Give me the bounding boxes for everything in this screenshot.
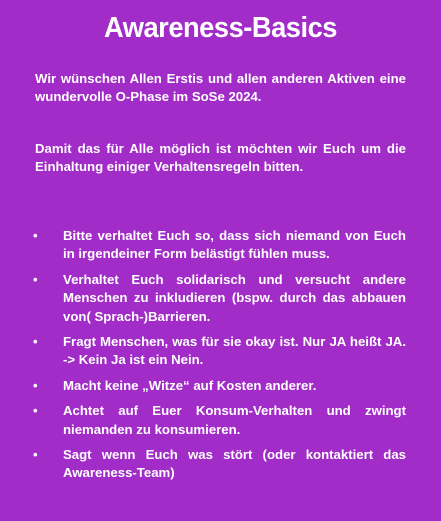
rule-item — [0, 446, 441, 483]
rule-item — [0, 227, 441, 264]
bullet-icon: • — [33, 403, 38, 419]
rule-item — [0, 402, 441, 439]
slide-title: Awareness-Basics — [104, 12, 337, 44]
rule-item — [0, 271, 441, 326]
rule-text: Achtet auf Euer Konsum-Verhalten und zwingt niemanden zu konsumieren. — [63, 403, 406, 437]
rule-text: Verhaltet Euch solidarisch und versucht andere Menschen zu inkludieren (bspw. durch das abbauen von( Sprach-)Barrieren. — [63, 271, 406, 324]
bullet-icon: • — [33, 228, 38, 243]
rule-item — [0, 377, 441, 395]
rule-text: Sagt wenn Euch was stört (oder kontaktiert das Awareness-Team) — [63, 447, 406, 481]
bullet-icon: • — [33, 447, 38, 463]
bullet-icon: • — [33, 271, 38, 287]
bullet-icon: • — [33, 334, 38, 350]
rule-text: Macht keine „Witze“ auf Kosten anderer. — [63, 377, 317, 393]
rule-text: Fragt Menschen, was für sie okay ist. Nur JA heißt JA. -> Kein Ja ist ein Nein. — [63, 334, 406, 368]
intro-paragraph: Wir wünschen Allen Erstis und allen anderen Aktiven eine wundervolle O-Phase im SoSe 2024. — [35, 71, 406, 105]
rule-text: Bitte verhaltet Euch so, dass sich niemand von Euch in irgendeiner Form belästigt fühlen muss. — [63, 228, 406, 262]
bullet-icon: • — [33, 377, 38, 393]
rules-list — [0, 227, 441, 490]
rule-item — [0, 333, 441, 370]
request-paragraph: Damit das für Alle möglich ist möchten wir Euch um die Einhaltung einiger Verhaltensregeln bitten. — [35, 141, 406, 175]
